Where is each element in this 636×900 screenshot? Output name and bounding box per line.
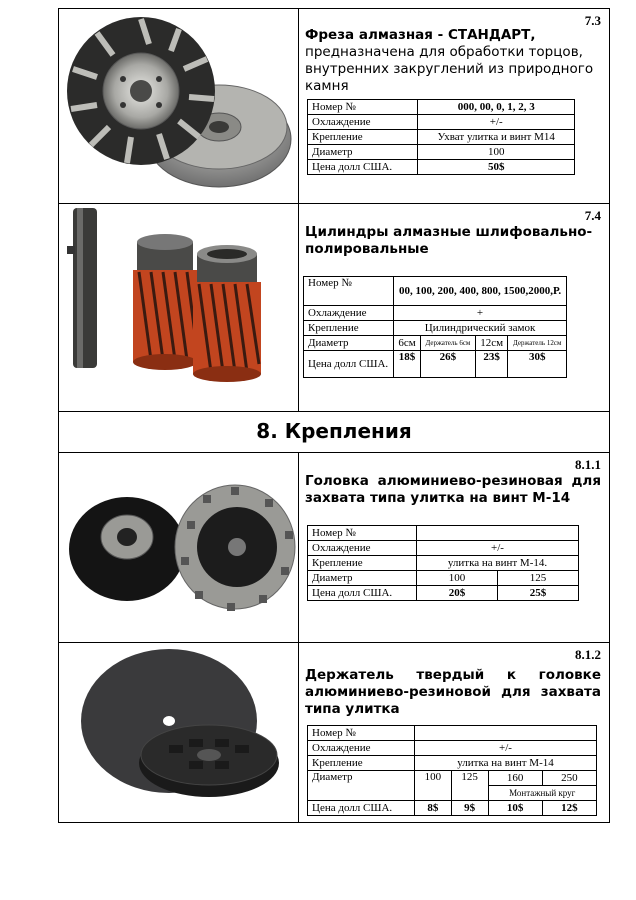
catalog-page-frame — [58, 8, 610, 823]
product-image-rigid-holder — [59, 643, 299, 822]
table-row: Диаметр 100 125 160 250 — [308, 771, 597, 786]
table-row: Цена долл США. 8$ 9$ 10$ 12$ — [308, 801, 597, 816]
table-row: Номер № 000, 00, 0, 1, 2, 3 — [308, 100, 575, 115]
table-row: Крепление Цилиндрический замок — [304, 321, 567, 336]
product-row-8-1-2 — [59, 643, 609, 822]
product-image-cylinders — [59, 204, 299, 411]
table-row: Диаметр 100 125 — [308, 571, 579, 586]
product-row-8-1-1 — [59, 453, 609, 643]
table-row: Монтажный круг — [308, 786, 597, 801]
item-code: 8.1.2 — [575, 647, 601, 662]
table-row: Номер № — [308, 526, 579, 541]
item-title: Фреза алмазная - СТАНДАРТ, предназначена для обработки торцов, внутренних закруглений из природного камня — [305, 27, 594, 94]
table-row: Цена долл США. 50$ — [308, 160, 575, 175]
item-title: Головка алюминиево-резиновая для захвата типа улитка на винт М-14 — [305, 473, 601, 506]
table-row: Крепление Ухват улитка и винт М14 — [308, 130, 575, 145]
item-code: 7.3 — [584, 13, 601, 28]
section-header-row — [59, 412, 609, 453]
table-row: Цена долл США. 18$ 26$ 23$ 30$ — [304, 351, 567, 378]
spec-table — [307, 525, 579, 601]
diameter-label: Диаметр — [304, 336, 394, 351]
table-row: Охлаждение + — [304, 306, 567, 321]
diamond-cutter-illustration — [59, 9, 299, 203]
table-row: Крепление улитка на винт М-14. — [308, 556, 579, 571]
rigid-holder-illustration — [59, 643, 299, 822]
table-row: Номер № — [308, 726, 597, 741]
rubber-head-illustration — [59, 453, 299, 642]
product-row-7-4 — [59, 204, 609, 412]
spec-table — [307, 725, 597, 816]
item-code: 8.1.1 — [575, 457, 601, 472]
spec-table — [307, 99, 575, 175]
table-row: Цена долл США. 20$ 25$ — [308, 586, 579, 601]
table-row: Охлаждение +/- — [308, 741, 597, 756]
table-row: Охлаждение +/- — [308, 541, 579, 556]
product-image-diamond-cutter — [59, 9, 299, 203]
item-title: Держатель твердый к головке алюминиево-резиновой для захвата типа улитка — [305, 667, 601, 717]
cylinders-illustration — [59, 204, 299, 411]
table-row: Охлаждение +/- — [308, 115, 575, 130]
spec-table — [303, 276, 567, 378]
item-code: 7.4 — [584, 208, 601, 223]
item-title: Цилиндры алмазные шлифовально-полировальные — [305, 224, 593, 257]
table-row: Крепление улитка на винт М-14 — [308, 756, 597, 771]
product-row-7-3 — [59, 9, 609, 204]
table-row: Диаметр 6см Держатель 6см 12см Держатель 12см — [304, 336, 567, 351]
section-title: 8. Крепления — [256, 419, 412, 443]
product-image-rubber-head — [59, 453, 299, 642]
table-row: Диаметр 100 — [308, 145, 575, 160]
table-row: Номер № 00, 100, 200, 400, 800, 1500,2000,Р. — [304, 277, 567, 306]
